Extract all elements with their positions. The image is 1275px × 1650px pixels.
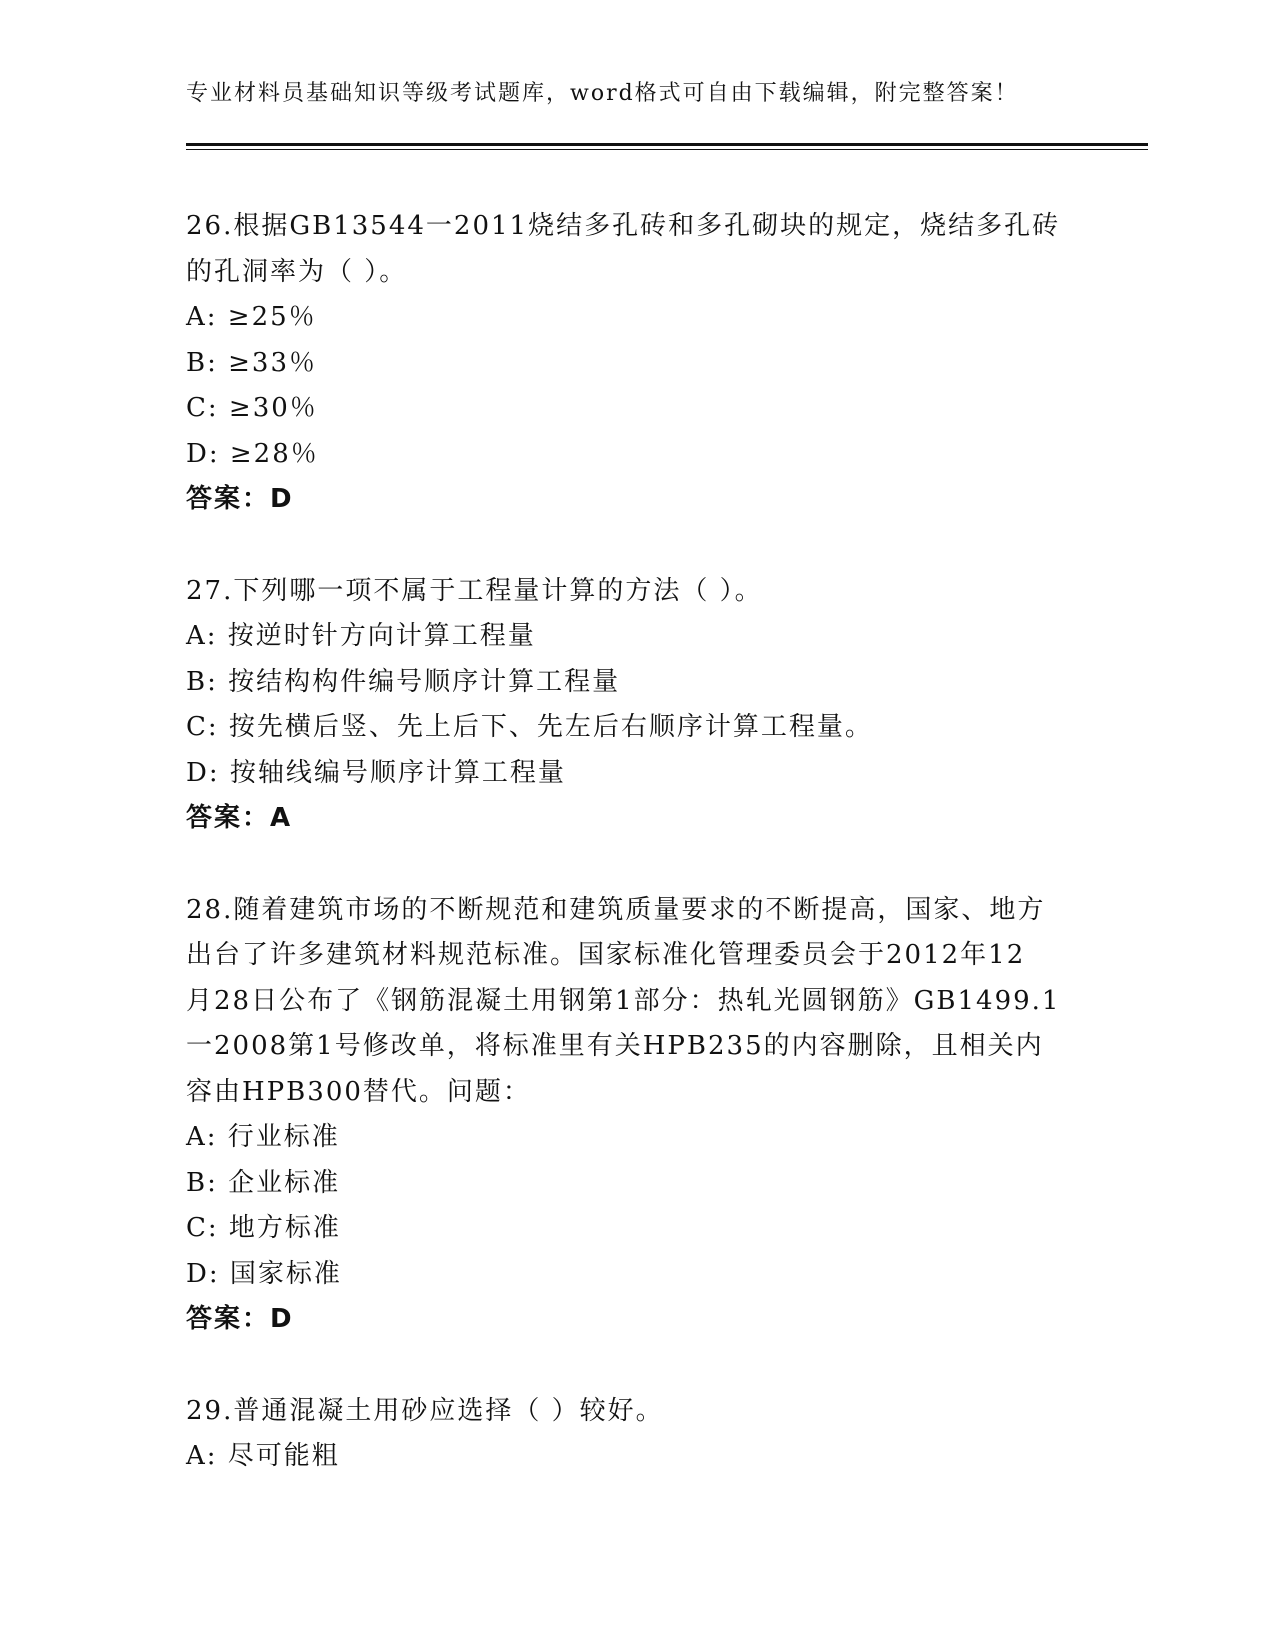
question-text: 容由HPB300替代。问题： bbox=[186, 1076, 531, 1107]
header-rule-thin bbox=[186, 149, 1148, 150]
option-d: D: 国家标准 bbox=[186, 1258, 342, 1289]
question-27 bbox=[186, 569, 1086, 842]
option-b: B: 企业标准 bbox=[186, 1167, 341, 1198]
answer: 答案：D bbox=[186, 484, 294, 514]
question-26 bbox=[186, 204, 1086, 523]
option-a: A: 按逆时针方向计算工程量 bbox=[186, 621, 536, 651]
option-a: A: 行业标准 bbox=[186, 1122, 340, 1152]
question-29 bbox=[186, 1389, 1086, 1480]
question-text: 的孔洞率为（ ）。 bbox=[186, 256, 408, 287]
option-d: D: 按轴线编号顺序计算工程量 bbox=[186, 757, 566, 788]
question-list bbox=[186, 204, 1086, 1526]
question-text: 27.下列哪一项不属于工程量计算的方法（ ）。 bbox=[186, 575, 763, 606]
question-text: 出台了许多建筑材料规范标准。国家标准化管理委员会于2012年12 bbox=[186, 940, 1026, 970]
option-c: C: 按先横后竖、先上后下、先左后右顺序计算工程量。 bbox=[186, 712, 873, 742]
option-a: A: ≥25％ bbox=[186, 302, 317, 332]
option-c: C: ≥30％ bbox=[186, 393, 318, 423]
question-text: 26.根据GB13544一2011烧结多孔砖和多孔砌块的规定，烧结多孔砖 bbox=[186, 211, 1061, 241]
option-b: B: ≥33％ bbox=[186, 347, 318, 378]
page-header: 专业材料员基础知识等级考试题库，word格式可自由下载编辑，附完整答案！ bbox=[186, 81, 1019, 106]
answer: 答案：A bbox=[186, 803, 293, 833]
answer: 答案：D bbox=[186, 1304, 294, 1334]
header-rule-thick bbox=[186, 143, 1148, 146]
question-28 bbox=[186, 888, 1086, 1343]
option-c: C: 地方标准 bbox=[186, 1213, 341, 1243]
question-text: 一2008第1号修改单，将标准里有关HPB235的内容删除，且相关内 bbox=[186, 1031, 1044, 1061]
question-text: 月28日公布了《钢筋混凝土用钢第1部分：热轧光圆钢筋》GB1499.1 bbox=[186, 985, 1061, 1016]
option-b: B: 按结构构件编号顺序计算工程量 bbox=[186, 666, 621, 697]
option-a: A: 尽可能粗 bbox=[186, 1441, 340, 1471]
question-text: 28.随着建筑市场的不断规范和建筑质量要求的不断提高，国家、地方 bbox=[186, 894, 1046, 925]
question-text: 29.普通混凝土用砂应选择（ ）较好。 bbox=[186, 1395, 664, 1426]
option-d: D: ≥28％ bbox=[186, 438, 319, 469]
